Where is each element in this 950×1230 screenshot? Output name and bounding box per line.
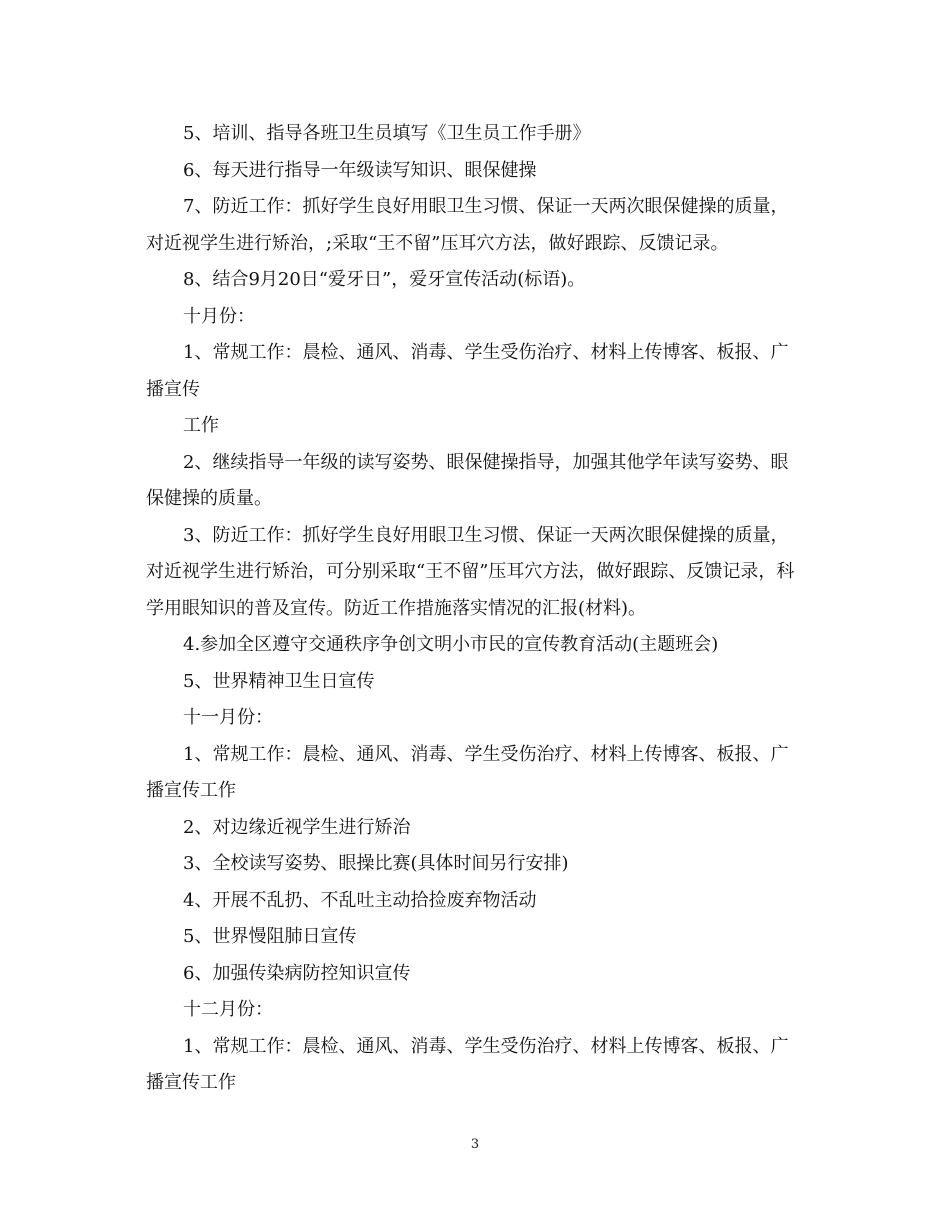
page-number: 3 (470, 1137, 480, 1152)
paragraph: 5、世界精神卫生日宣传 (183, 670, 375, 692)
section-heading-october: 十月份： (183, 305, 255, 327)
paragraph: 5、世界慢阻肺日宣传 (183, 926, 357, 947)
paragraph: 7、防近工作：抓好学生良好用眼卫生习惯、保证一天两次眼保健操的质量，对近视学生进行矫治，;采取“王不留”压耳穴方法，做好跟踪、反馈记录。 (146, 196, 789, 254)
paragraph: 6、加强传染病防控知识宣传 (183, 962, 411, 984)
paragraph: 3、全校读写姿势、眼操比赛(具体时间另行安排) (183, 853, 569, 874)
document-body (146, 116, 806, 1102)
paragraph: 8、结合9月20日“爱牙日”，爱牙宣传活动(标语)。 (183, 269, 586, 290)
paragraph: 6、每天进行指导一年级读写知识、眼保健操 (183, 159, 537, 181)
paragraph: 4.参加全区遵守交通秩序争创文明小市民的宣传教育活动(主题班会) (183, 634, 719, 655)
paragraph: 3、防近工作：抓好学生良好用眼卫生习惯、保证一天两次眼保健操的质量，对近视学生进行矫治，可分别采取“王不留”压耳穴方法，做好跟踪、反馈记录，科学用眼知识的普及宣传。防近工作措施落实情况的汇报(材料)。 (146, 524, 795, 619)
paragraph: 1、常规工作：晨检、通风、消毒、学生受伤治疗、材料上传博客、板报、广播宣传工作 (146, 1035, 789, 1093)
section-heading-december: 十二月份： (183, 999, 273, 1020)
paragraph: 2、对边缘近视学生进行矫治 (183, 816, 411, 838)
paragraph: 4、开展不乱扔、不乱吐主动拾捡废弃物活动 (183, 889, 537, 911)
section-heading-november: 十一月份： (183, 707, 273, 728)
paragraph: 工作 (183, 415, 219, 436)
paragraph: 1、常规工作：晨检、通风、消毒、学生受伤治疗、材料上传博客、板报、广播宣传工作 (146, 743, 789, 801)
paragraph: 1、常规工作：晨检、通风、消毒、学生受伤治疗、材料上传博客、板报、广播宣传 (146, 342, 789, 400)
paragraph: 5、培训、指导各班卫生员填写《卫生员工作手册》 (183, 123, 591, 144)
paragraph: 2、继续指导一年级的读写姿势、眼保健操指导，加强其他学年读写姿势、眼保健操的质量。 (146, 451, 789, 509)
